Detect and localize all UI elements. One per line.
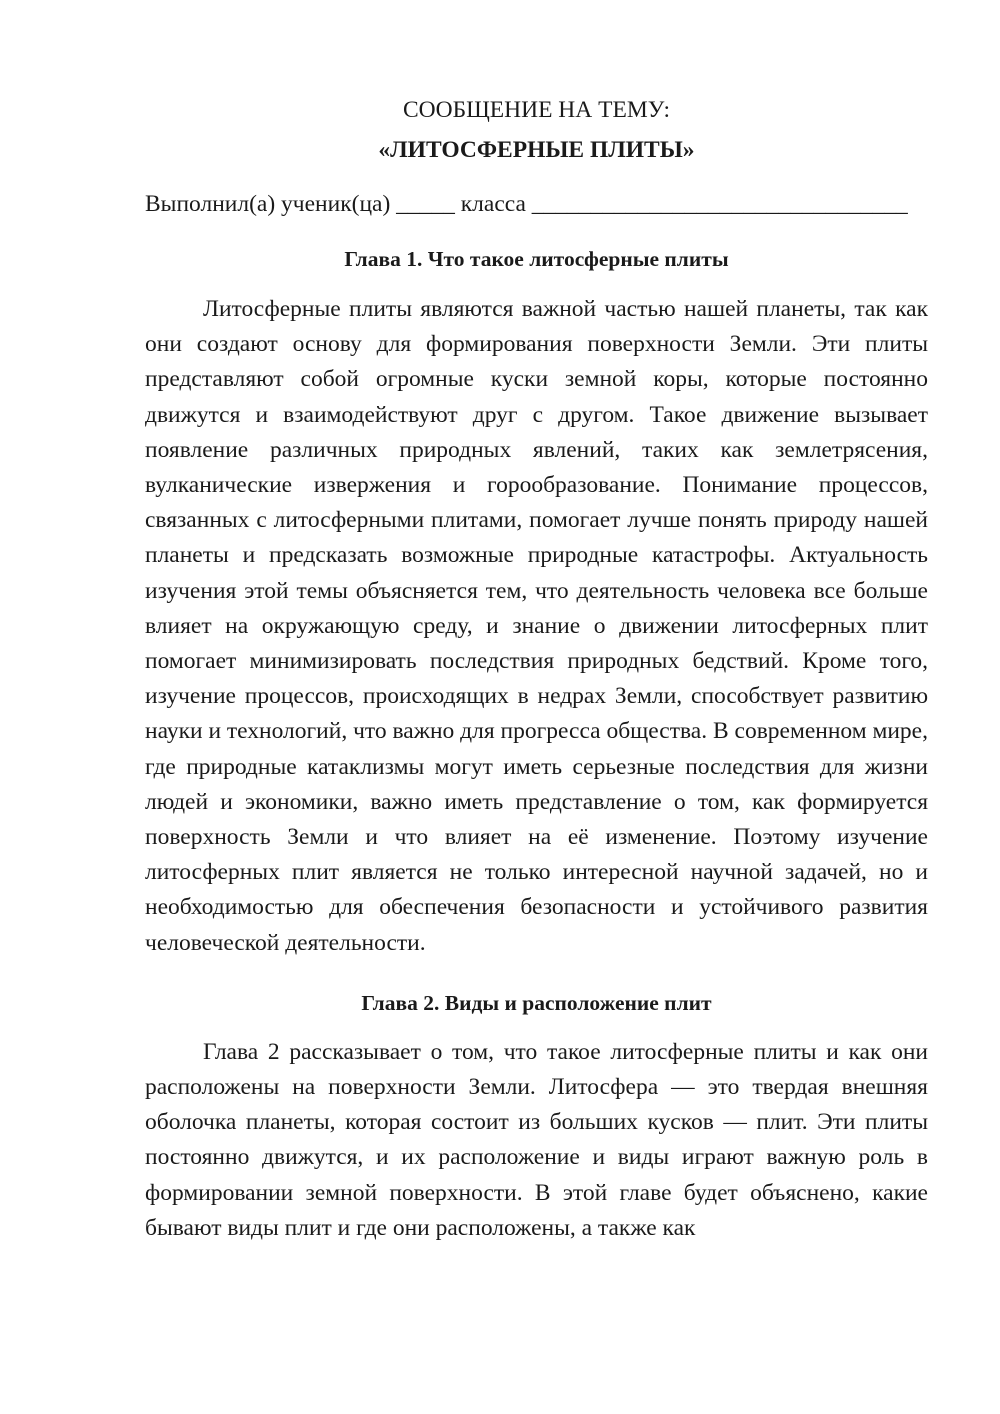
- document-body: [145, 92, 928, 1246]
- document-title: СООБЩЕНИЕ НА ТЕМУ:: [402, 97, 671, 123]
- document-topic: «ЛИТОСФЕРНЫЕ ПЛИТЫ»: [378, 137, 695, 163]
- chapter-1-heading: Глава 1. Что такое литосферные плиты: [344, 247, 729, 271]
- author-line: Выполнил(а) ученик(ца) _____ класса ________________________________: [145, 191, 908, 217]
- chapter-1-paragraph: Литосферные плиты являются важной частью нашей планеты, так как они создают основу для формирования поверхности Земли. Эти плиты представляют собой огромные куски земной коры, которые постоянно движутся и взаимодействуют друг с другом. Такое движение вызывает появление различных природных явлений, таких как землетрясения, вулканические извержения и горообразование. Понимание процессов, связанных с литосферными плитами, помогает лучше понять природу нашей планеты и предсказать возможные природные катастрофы. Актуальность изучения этой темы объясняется тем, что деятельность человека все больше влияет на окружающую среду, и знание о движении литосферных плит помогает минимизировать последствия природных бедствий. Кроме того, изучение процессов, происходящих в недрах Земли, способствует развитию науки и технологий, что важно для прогресса общества. В современном мире, где природные катаклизмы могут иметь серьезные последствия для жизни людей и экономики, важно иметь представление о том, как формируется поверхность Земли и что влияет на её изменение. Поэтому изучение литосферных плит является не только интересной научной задачей, но и необходимостью для обеспечения безопасности и устойчивого развития человеческой деятельности.: [145, 296, 928, 956]
- chapter-2-paragraph: Глава 2 рассказывает о том, что такое литосферные плиты и как они расположены на поверхности Земли. Литосфера — это твердая внешняя оболочка планеты, которая состоит из больших кусков — плит. Эти плиты постоянно движутся, и их расположение и виды играют важную роль в формировании земной поверхности. В этой главе будет объяснено, какие бывают виды плит и где они расположены, а также как: [145, 1038, 928, 1241]
- chapter-2-heading: Глава 2. Виды и расположение плит: [361, 990, 712, 1015]
